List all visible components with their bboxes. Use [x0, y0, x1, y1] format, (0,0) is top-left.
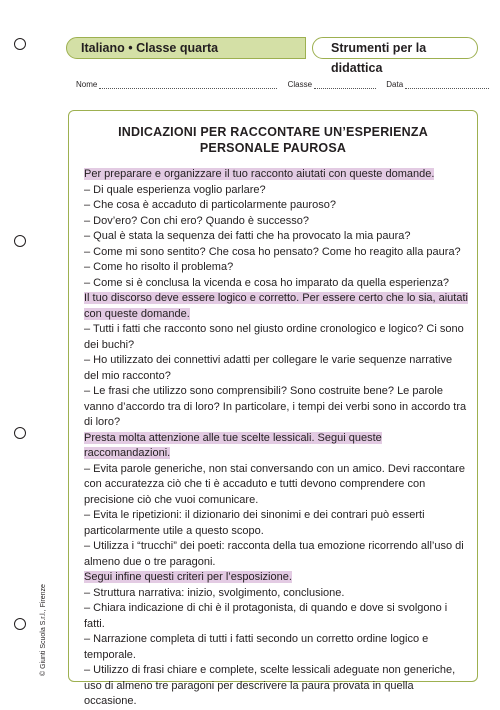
list-item: – Chiara indicazione di chi è il protagonista, di quando e dove si svolgono i fatti.	[84, 602, 448, 630]
binder-hole	[14, 235, 26, 247]
copyright-credit: © Giunti Scuola S.r.l., Firenze	[40, 584, 47, 676]
list-item: – Che cosa è accaduto di particolarmente pauroso?	[84, 199, 336, 211]
class-field[interactable]	[314, 80, 376, 89]
section-intro: Per preparare e organizzare il tuo racconto aiutati con queste domande.	[84, 168, 435, 180]
subject-header: Italiano • Classe quarta	[66, 37, 306, 59]
page-title	[68, 124, 478, 156]
instructions	[84, 167, 468, 710]
list-item: – Qual è stata la sequenza dei fatti che ha provocato la mia paura?	[84, 230, 411, 242]
binder-hole	[14, 38, 26, 50]
name-label: Nome	[76, 80, 98, 89]
list-item: – Utilizzo di frasi chiare e complete, scelte lessicali adeguate non generiche, uso di almeno tre paragoni per descrivere la paura provata in quella occasione.	[84, 664, 456, 707]
list-item: – Come mi sono sentito? Che cosa ho pensato? Come ho reagito alla paura?	[84, 245, 461, 258]
binder-hole	[14, 427, 26, 439]
list-item: – Come si è conclusa la vicenda e cosa ho imparato da quella esperienza?	[84, 276, 450, 289]
section-intro: Segui infine questi criteri per l’esposizione.	[84, 571, 292, 583]
class-label: Classe	[287, 80, 313, 89]
title-line: INDICAZIONI PER RACCONTARE UN’ESPERIENZA	[118, 125, 428, 139]
date-field[interactable]	[405, 80, 489, 89]
name-field[interactable]	[99, 80, 277, 89]
student-info-row	[76, 80, 476, 89]
series-header: Strumenti per la didattica	[312, 37, 478, 59]
list-item: – Evita le ripetizioni: il dizionario dei sinonimi e dei contrari può esserti particolarmente utile a questo scopo.	[84, 509, 425, 537]
section-intro: Presta molta attenzione alle tue scelte lessicali. Segui queste raccomandazioni.	[84, 431, 382, 459]
list-item: – Come ho risolto il problema?	[84, 261, 234, 273]
section-intro: Il tuo discorso deve essere logico e corretto. Per essere certo che lo sia, aiutati con queste domande.	[84, 292, 468, 320]
list-item: – Evita parole generiche, non stai conversando con un amico. Devi raccontare con accuratezza ciò che ti è accaduto e tutti devono comprendere con precisione ciò che vuoi comunicare.	[84, 462, 465, 506]
list-item: – Le frasi che utilizzo sono comprensibili? Sono costruite bene? Le parole vanno d’accordo tra di loro? In particolare, i tempi dei verbi sono in accordo tra di loro?	[84, 385, 467, 428]
list-item: – Ho utilizzato dei connettivi adatti per collegare le varie sequenze narrative del mio racconto?	[84, 354, 453, 382]
list-item: – Struttura narrativa: inizio, svolgimento, conclusione.	[84, 586, 345, 599]
list-item: – Tutti i fatti che racconto sono nel giusto ordine cronologico e logico? Ci sono dei buchi?	[84, 323, 464, 351]
date-label: Data	[386, 80, 404, 89]
list-item: – Narrazione completa di tutti i fatti secondo un corretto ordine logico e temporale.	[84, 633, 429, 661]
title-line: PERSONALE PAUROSA	[199, 141, 347, 155]
list-item: – Dov’ero? Con chi ero? Quando è successo?	[84, 214, 310, 227]
list-item: – Utilizza i “trucchi” dei poeti: racconta della tua emozione ricorrendo all’uso di almeno due o tre paragoni.	[84, 540, 464, 568]
binder-hole	[14, 618, 26, 630]
list-item: – Di quale esperienza voglio parlare?	[84, 183, 266, 196]
